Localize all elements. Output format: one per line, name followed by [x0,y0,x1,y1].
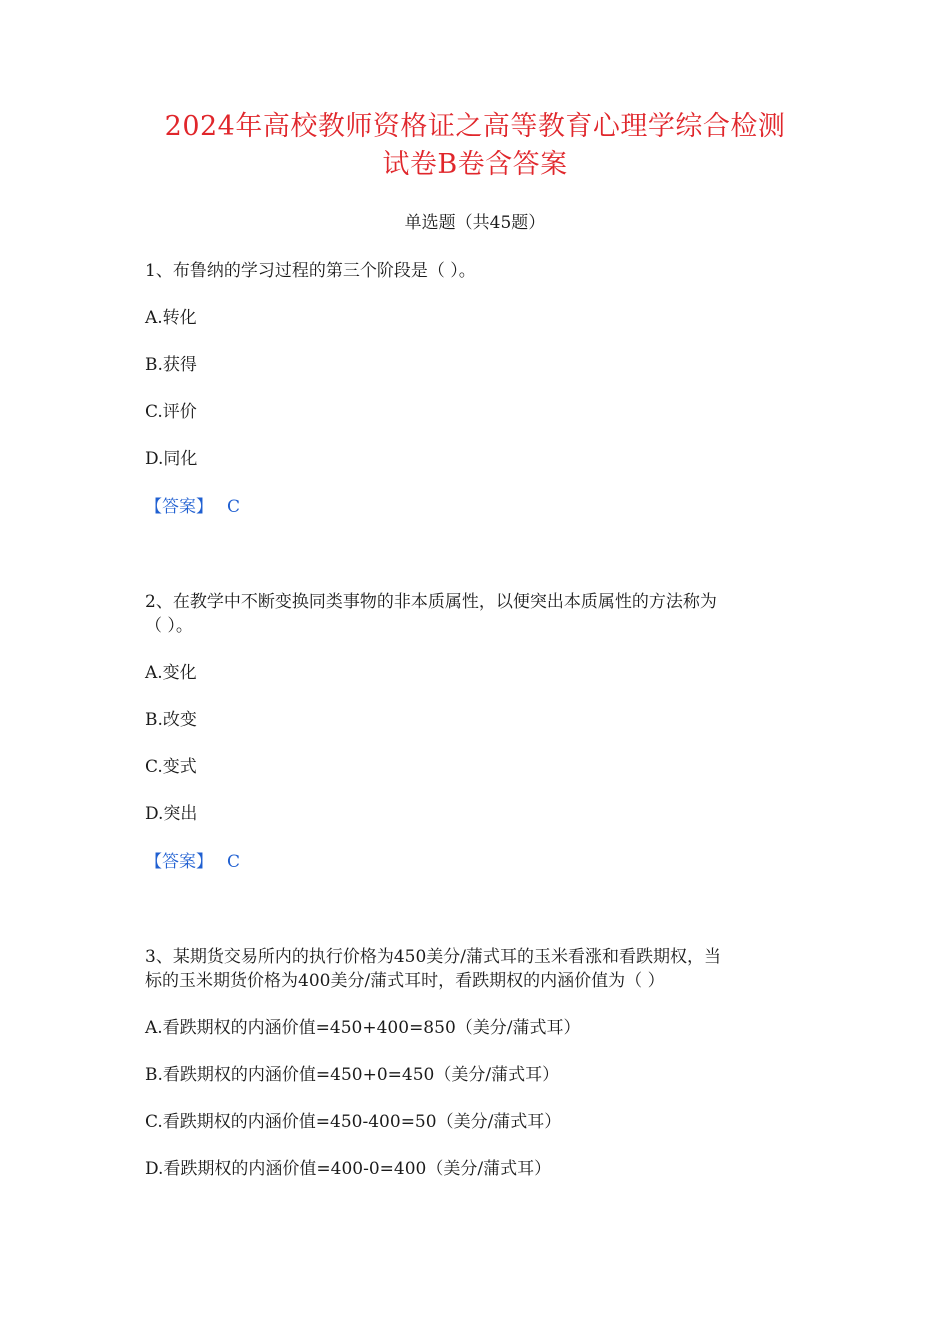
question-1-option-d: D.同化 [145,449,198,469]
question-stem-line: 3、某期货交易所内的执行价格为450美分/蒲式耳的玉米看涨和看跌期权，当 [145,947,721,967]
answer-value: C [227,852,241,872]
question-stem-line: 2、在教学中不断变换同类事物的非本质属性，以便突出本质属性的方法称为 [145,592,717,612]
question-stem-line: 标的玉米期货价格为400美分/蒲式耳时，看跌期权的内涵价值为（ ） [145,971,665,991]
document-title [120,108,830,184]
question-stem-line: （ ）。 [145,616,193,636]
question-2-answer [145,850,240,874]
question-2-option-a: A.变化 [145,663,197,683]
question-3-option-b: B.看跌期权的内涵价值=450+0=450（美分/蒲式耳） [145,1065,560,1085]
section-heading: 单选题（共45题） [404,213,546,233]
question-2-option-b: B.改变 [145,710,197,730]
question-1-answer [145,495,240,519]
title-line-2: 试卷B卷含答案 [382,149,568,180]
question-1-option-c: C.评价 [145,402,197,422]
answer-label: 【答案】 [145,852,213,872]
question-2-option-d: D.突出 [145,804,198,824]
question-1-option-b: B.获得 [145,355,197,375]
question-1-option-a: A.转化 [145,308,197,328]
question-3-option-c: C.看跌期权的内涵价值=450-400=50（美分/蒲式耳） [145,1112,562,1132]
question-3-option-d: D.看跌期权的内涵价值=400-0=400（美分/蒲式耳） [145,1159,552,1179]
answer-value: C [227,497,241,517]
question-1-stem [145,259,805,283]
question-stem-line: 1、布鲁纳的学习过程的第三个阶段是（ ）。 [145,261,476,281]
answer-label: 【答案】 [145,497,213,517]
question-2-option-c: C.变式 [145,757,197,777]
question-3-option-a: A.看跌期权的内涵价值=450+400=850（美分/蒲式耳） [145,1018,581,1038]
question-3-stem [145,945,805,993]
question-2-stem [145,590,805,638]
title-line-1: 2024年高校教师资格证之高等教育心理学综合检测 [164,111,786,142]
